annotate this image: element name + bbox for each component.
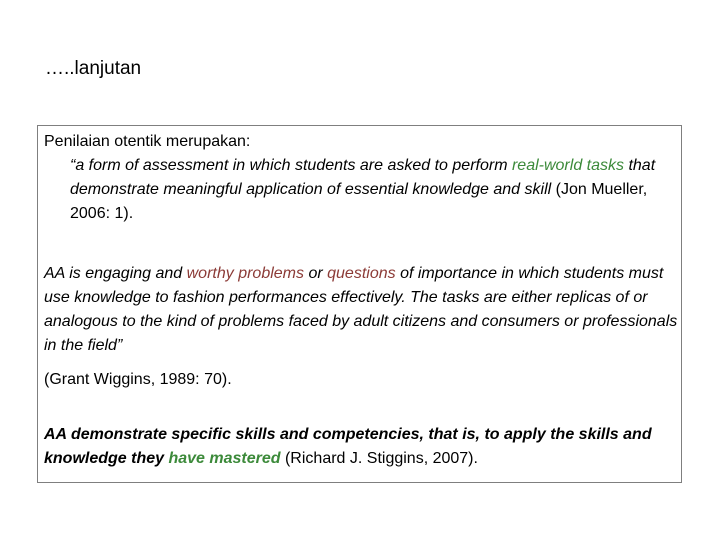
quote-mueller [70, 154, 680, 226]
quote-wiggins-text-2: or [304, 265, 328, 282]
slide-title: …..lanjutan [45, 58, 142, 79]
quote-mueller-citation: (Jon Mueller, 2006: 1). [70, 181, 648, 222]
intro-text: Penilaian otentik merupakan: [44, 133, 251, 150]
quote-wiggins [44, 262, 678, 358]
quote-wiggins-highlight-1: worthy problems [186, 265, 304, 282]
quote-stiggins-citation: (Richard J. Stiggins, 2007). [280, 450, 478, 467]
quote-wiggins-citation: (Grant Wiggins, 1989: 70). [44, 371, 232, 388]
quote-stiggins-text-1: AA demonstrate specific skills and competencies, that is, to apply the skills and knowledge they [44, 426, 652, 467]
content-box [37, 125, 682, 483]
quote-mueller-highlight: real-world tasks [511, 157, 624, 174]
quote-wiggins-text-1: AA is engaging and [44, 265, 187, 282]
quote-stiggins [44, 423, 678, 471]
quote-mueller-text-1: “a form of assessment in which students are asked to perform [70, 157, 512, 174]
quote-wiggins-text-3: of importance in which students must use knowledge to fashion performances effectively. The tasks are either replicas of or analogous to the kind of problems faced by adult citizens and consumers or professionals in the field” [44, 265, 678, 354]
quote-wiggins-highlight-2: questions [327, 265, 396, 282]
quote-stiggins-highlight: have mastered [168, 450, 281, 467]
quote-mueller-text-2: that demonstrate meaningful application of essential knowledge and skill [70, 157, 656, 198]
